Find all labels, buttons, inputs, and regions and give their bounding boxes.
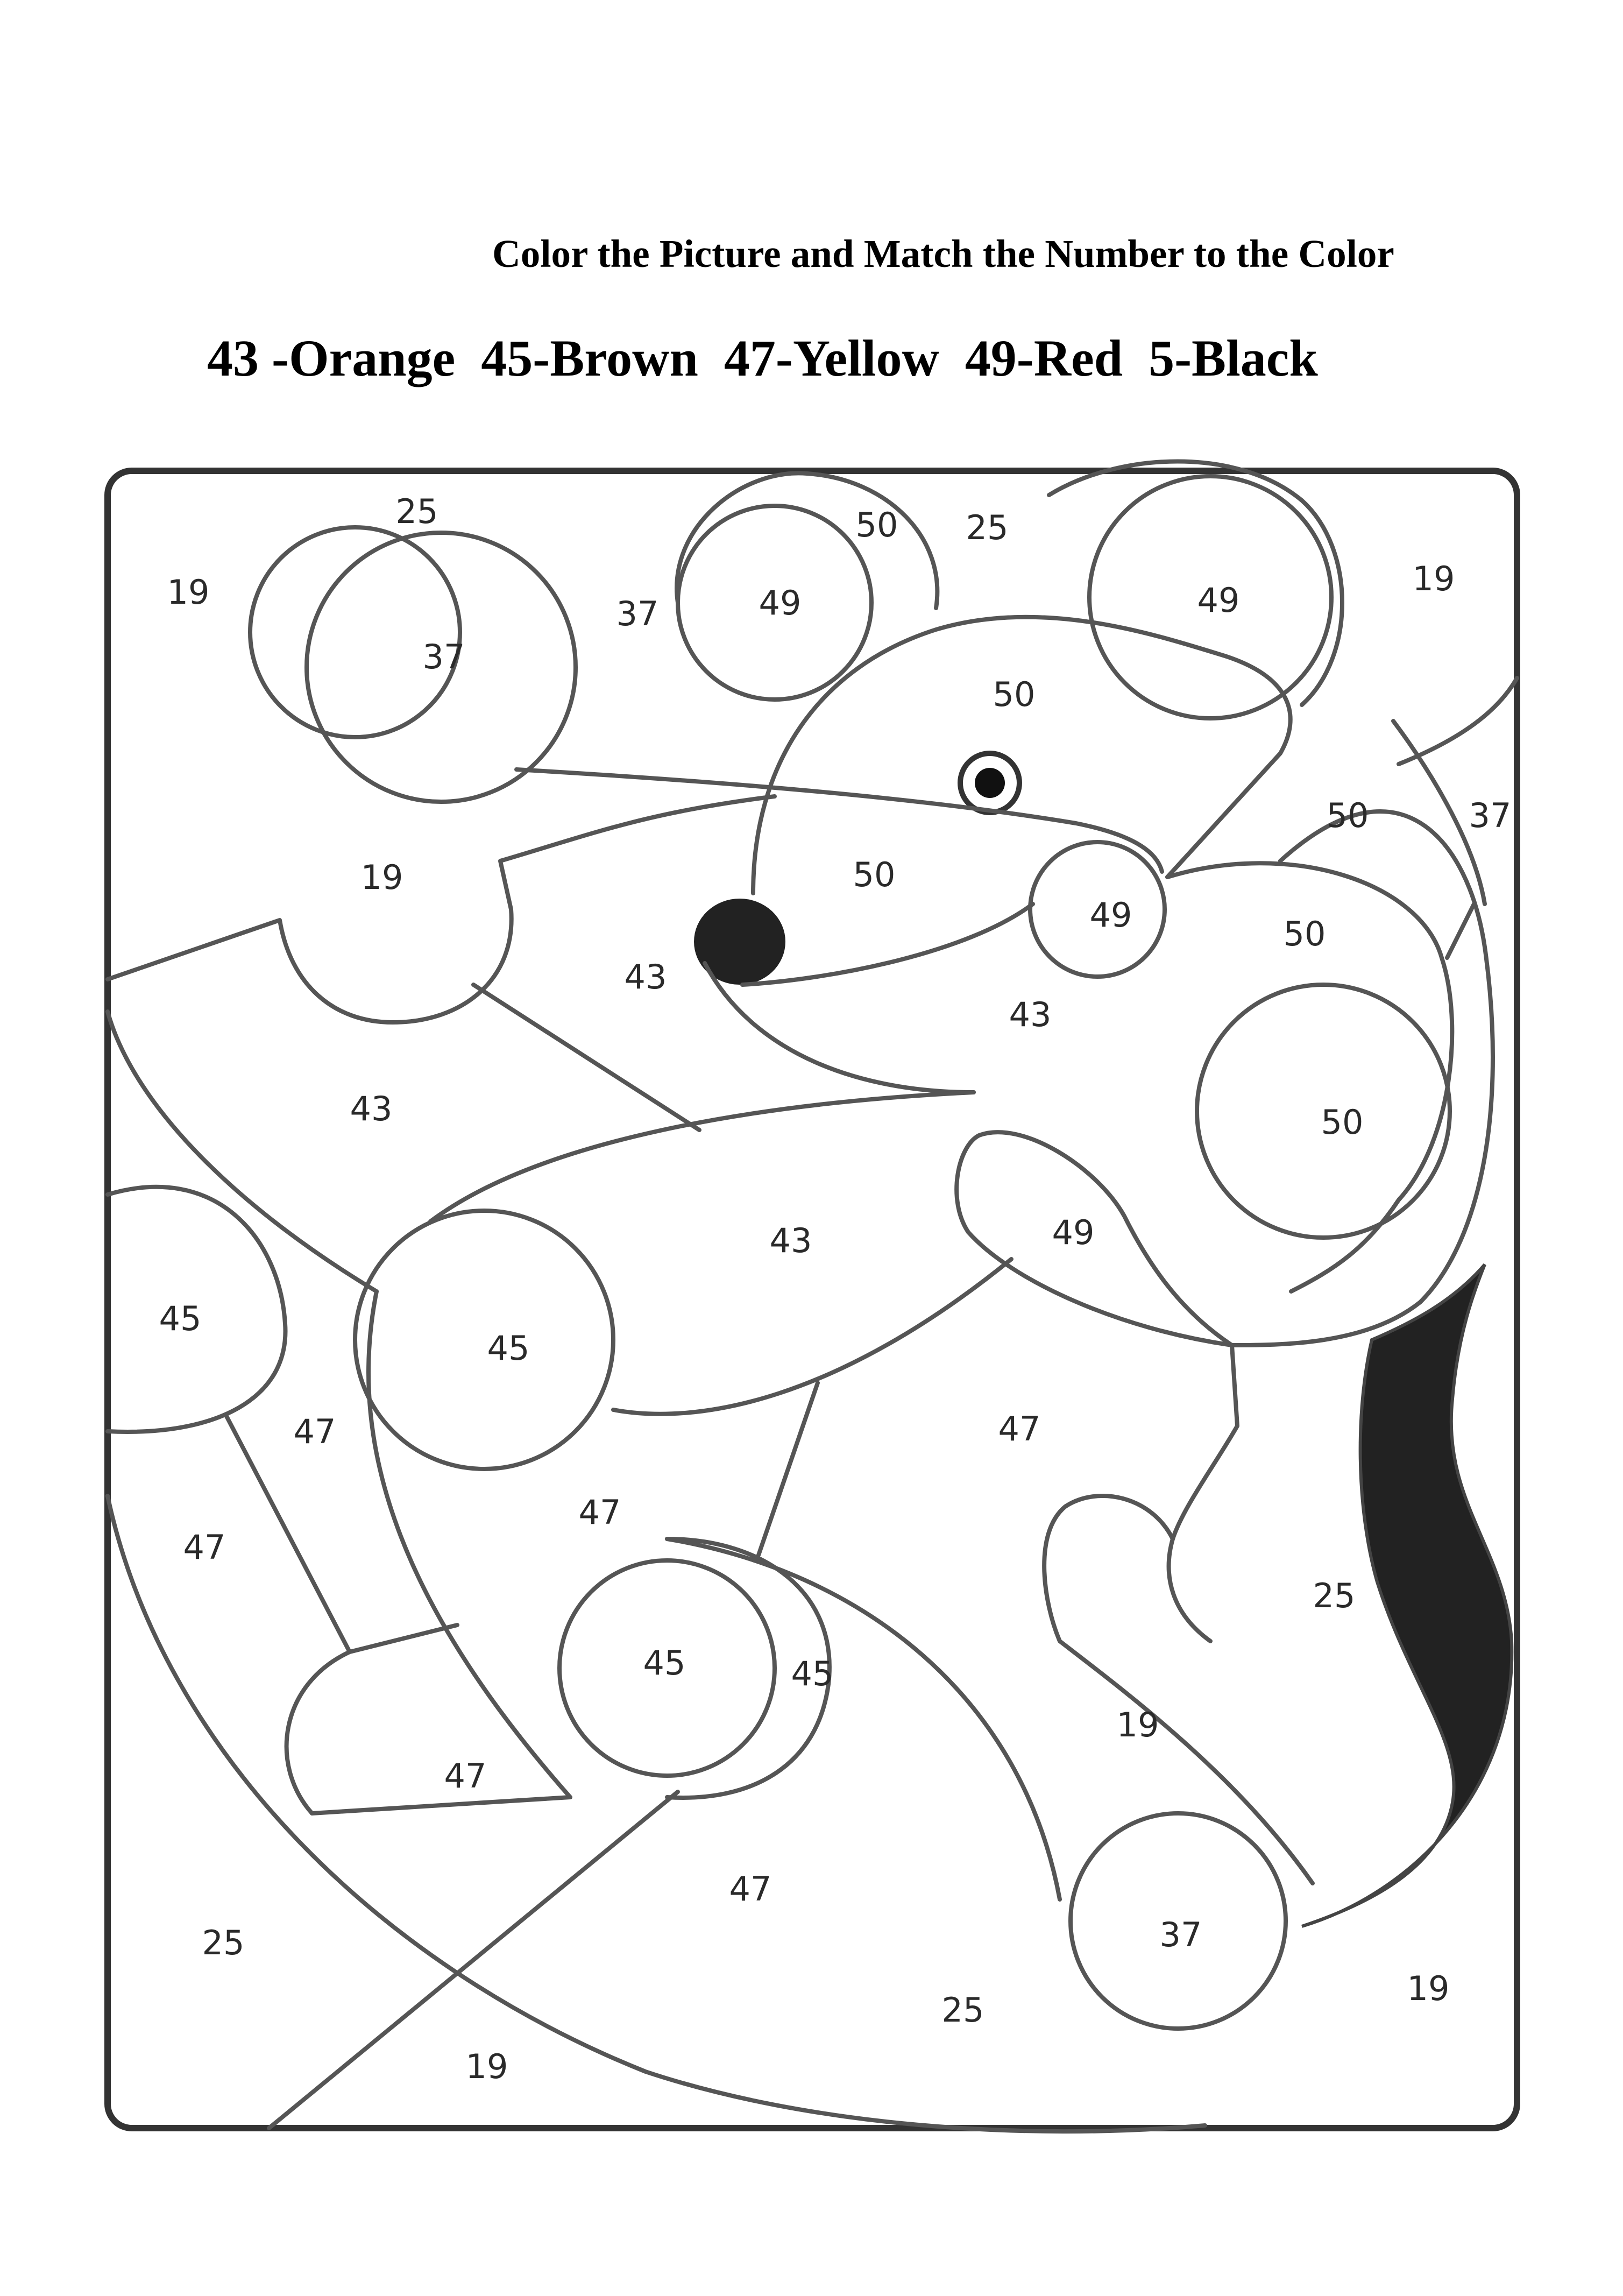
- region-number: 25: [395, 492, 438, 532]
- region-number: 43: [624, 957, 667, 997]
- region-number: 47: [293, 1412, 336, 1452]
- region-number: 50: [853, 855, 896, 895]
- region-number: 47: [578, 1493, 621, 1532]
- eye-pupil: [975, 768, 1005, 798]
- region-number: 50: [1283, 914, 1326, 954]
- region-number: 47: [444, 1756, 487, 1796]
- region-number: 49: [1089, 895, 1132, 935]
- legend-orange: 43 -Orange: [207, 329, 456, 387]
- region-number: 45: [643, 1643, 686, 1683]
- region-number: 37: [422, 637, 465, 677]
- region-number: 25: [1313, 1576, 1356, 1616]
- region-number: 49: [1052, 1213, 1095, 1253]
- region-number: 50: [1321, 1103, 1364, 1142]
- region-number: 37: [1159, 1915, 1202, 1955]
- region-number: 37: [1469, 796, 1512, 836]
- region-number: 43: [769, 1221, 812, 1261]
- legend-yellow: 47-Yellow: [724, 329, 939, 387]
- region-number: 25: [966, 508, 1009, 548]
- region-number: 47: [998, 1409, 1041, 1449]
- region-number: 19: [465, 2047, 508, 2087]
- region-number: 45: [791, 1654, 834, 1694]
- region-number: 49: [1197, 581, 1240, 620]
- region-number: 25: [202, 1923, 245, 1963]
- region-number: 45: [159, 1299, 202, 1339]
- region-numbers: [159, 492, 1512, 2086]
- region-number: 19: [1407, 1969, 1450, 2009]
- region-number: 43: [350, 1089, 393, 1129]
- region-number: 19: [1412, 559, 1455, 599]
- region-number: 19: [360, 858, 403, 898]
- region-number: 50: [1326, 796, 1369, 836]
- region-number: 47: [729, 1869, 772, 1909]
- legend-red: 49-Red: [965, 329, 1123, 387]
- region-number: 37: [616, 594, 659, 634]
- legend-black: 5-Black: [1149, 329, 1318, 387]
- region-number: 47: [183, 1528, 226, 1567]
- region-number: 45: [487, 1329, 530, 1368]
- region-number: 49: [759, 583, 802, 623]
- region-number: 25: [941, 1990, 984, 2030]
- legend-brown: 45-Brown: [481, 329, 698, 387]
- page-title: Color the Picture and Match the Number to the Color: [492, 232, 1394, 275]
- region-number: 50: [855, 505, 898, 545]
- outline-strokes: [108, 462, 1517, 2132]
- region-number: 50: [993, 675, 1036, 715]
- region-number: 19: [167, 573, 210, 612]
- region-number: 43: [1009, 995, 1052, 1035]
- region-number: 19: [1116, 1705, 1159, 1745]
